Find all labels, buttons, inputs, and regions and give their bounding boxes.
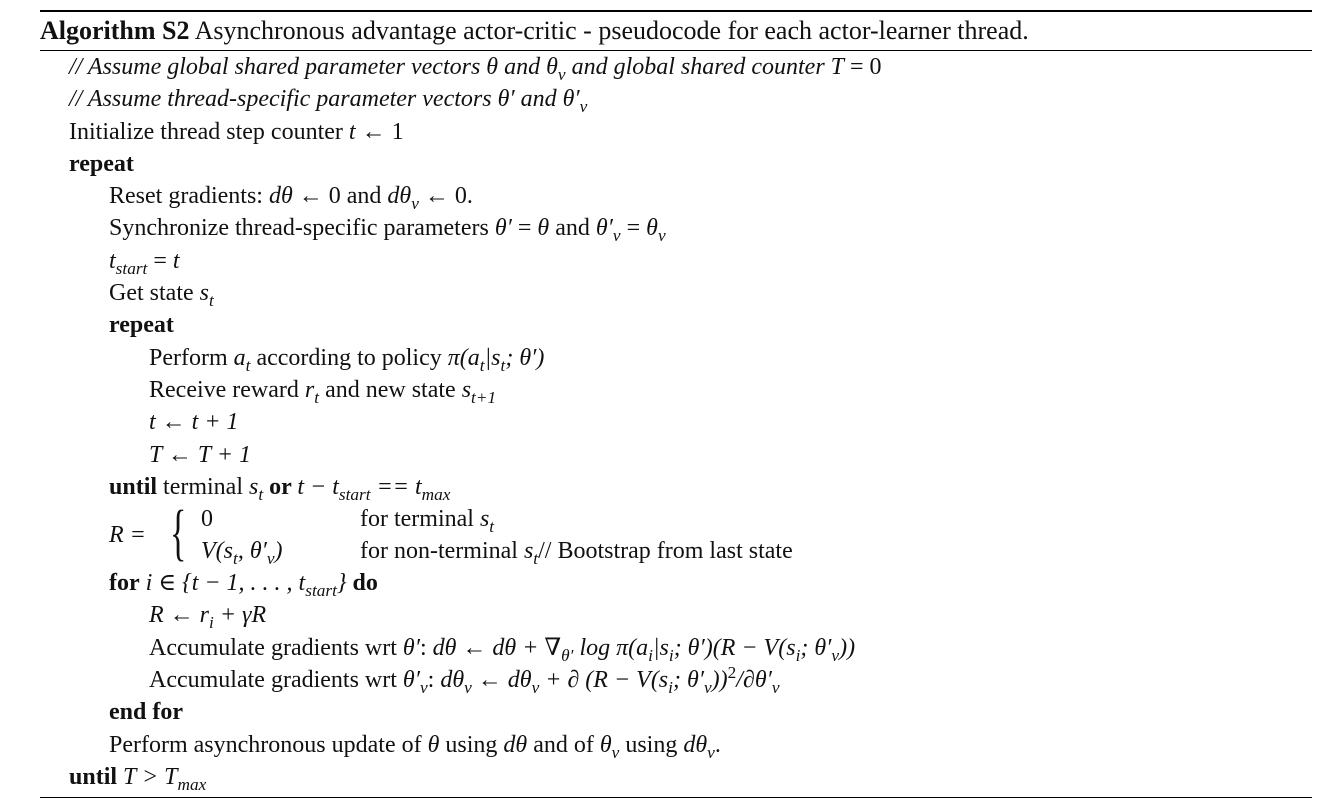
subscript: t+1 <box>471 387 497 407</box>
superscript: 2 <box>727 663 737 683</box>
cases-brace: { <box>170 499 187 568</box>
text: ← 0 and <box>292 183 388 210</box>
math: ← dθ <box>471 667 532 694</box>
subscript: v <box>464 677 472 697</box>
algorithm-caption <box>40 12 1312 50</box>
math: = <box>620 215 647 242</box>
math: = <box>511 215 538 242</box>
subscript: start <box>305 580 337 600</box>
subscript: t <box>245 355 251 375</box>
math: dθ <box>683 731 708 758</box>
text: using <box>619 731 684 758</box>
math: } <box>336 570 353 597</box>
text: using <box>439 731 504 758</box>
math: dθ <box>387 183 412 210</box>
comment-line-global <box>40 51 1312 83</box>
algorithm-title: Asynchronous advantage actor-critic - pseudocode for each actor-learner thread. <box>194 16 1029 45</box>
subscript: v <box>831 645 840 665</box>
subscript: v <box>657 226 666 246</box>
math: θ <box>646 215 658 242</box>
math: θ <box>486 54 499 80</box>
subscript: t <box>489 516 495 536</box>
until-keyword: until <box>109 473 158 500</box>
subscript: start <box>338 484 371 504</box>
text: for terminal <box>360 506 480 533</box>
subscript: v <box>557 64 566 84</box>
subscript: v <box>531 677 540 697</box>
math: ← 1 <box>355 118 404 145</box>
math: θ <box>537 215 550 242</box>
subscript: v <box>411 193 419 213</box>
subscript: v <box>771 677 780 697</box>
comment-line-thread <box>40 83 1312 115</box>
case-terminal-condition <box>360 503 494 535</box>
math: log π(a <box>573 634 649 661</box>
math: = <box>147 247 173 274</box>
math: R ← r <box>149 602 209 629</box>
math: θ′ <box>402 667 420 694</box>
subscript: t <box>208 290 214 310</box>
math: dθ ← dθ + ∇ <box>432 634 562 661</box>
text: Synchronize thread-specific parameters <box>109 215 495 242</box>
synchronize-line <box>40 212 1312 244</box>
text: and <box>514 86 563 113</box>
text: // Assume global shared parameter vectors <box>69 54 487 80</box>
text: and <box>549 215 596 242</box>
subscript: i <box>648 645 653 665</box>
subscript: θ′ <box>561 645 574 665</box>
math: V(s <box>201 538 233 565</box>
return-cases-block <box>40 499 1312 568</box>
algorithm-label: Algorithm S2 <box>40 16 190 45</box>
perform-action-line <box>40 342 1312 374</box>
increment-T-line: T ← T + 1 <box>149 441 252 468</box>
math: = 0 <box>844 54 882 80</box>
increment-t-line: t ← t + 1 <box>149 409 239 436</box>
until-inner-line <box>40 471 1312 503</box>
text: Initialize thread step counter <box>69 118 349 145</box>
repeat-outer-keyword: repeat <box>69 150 134 177</box>
text: : <box>427 667 441 694</box>
receive-reward-line <box>40 374 1312 406</box>
math: s <box>199 280 209 307</box>
subscript: t <box>500 355 506 375</box>
subscript: t <box>479 355 485 375</box>
algorithm-box <box>40 10 1312 798</box>
subscript: v <box>611 742 620 762</box>
math: s <box>461 376 472 403</box>
case-nonterminal-condition <box>360 535 793 567</box>
math: π(a <box>447 344 480 371</box>
case-terminal-value: 0 <box>201 506 213 533</box>
subscript: t <box>258 484 264 504</box>
for-keyword: for <box>109 570 140 597</box>
math: T <box>830 54 845 80</box>
subscript: v <box>419 677 428 697</box>
math: /∂θ′ <box>736 667 772 694</box>
subscript: t <box>233 548 238 568</box>
math: ; θ′ <box>672 667 704 694</box>
math: , θ′ <box>237 538 267 565</box>
math: θ <box>546 54 558 80</box>
math: ; θ′) <box>505 344 545 371</box>
math: dθ <box>503 731 528 758</box>
subscript: max <box>177 774 207 794</box>
do-keyword: do <box>352 570 378 597</box>
subscript: v <box>612 226 621 246</box>
math: θ <box>599 731 612 758</box>
subscript: v <box>704 677 712 697</box>
subscript: v <box>579 97 588 117</box>
for-loop-line <box>40 567 1312 599</box>
tstart-line <box>40 245 1312 277</box>
bootstrap-comment: // Bootstrap from last state <box>538 538 793 565</box>
get-state-line <box>40 277 1312 309</box>
math: θ′ <box>402 634 420 661</box>
math: θ′ <box>497 86 515 113</box>
math: θ <box>427 731 440 758</box>
subscript: i <box>668 677 673 697</box>
text: Get state <box>109 280 200 307</box>
reset-gradients-line <box>40 180 1312 212</box>
case-nonterminal-value <box>201 535 283 567</box>
math: s <box>523 538 534 565</box>
return-update-line <box>40 599 1312 631</box>
math: θ′ <box>562 86 580 113</box>
math: i ∈ {t − 1, . . . , t <box>139 570 306 597</box>
text: terminal <box>157 473 249 500</box>
math: t <box>109 247 116 274</box>
end-for-keyword: end for <box>109 699 183 726</box>
math: |s <box>484 344 501 371</box>
math: |s <box>652 634 669 661</box>
async-update-line <box>40 729 1312 761</box>
text: . <box>714 731 721 758</box>
text: Perform asynchronous update of <box>109 731 428 758</box>
subscript: v <box>707 742 715 762</box>
math: dθ <box>440 667 465 694</box>
text: // Assume thread-specific parameter vectors <box>69 86 498 113</box>
math: )) <box>839 634 856 661</box>
text: and global shared counter <box>565 54 831 80</box>
math: r <box>304 376 315 403</box>
text: ← 0. <box>418 183 473 210</box>
math: )) <box>711 667 728 694</box>
text: for non-terminal <box>360 538 524 565</box>
math: t <box>172 247 180 274</box>
subscript: start <box>115 258 148 278</box>
text: Accumulate gradients wrt <box>149 667 403 694</box>
until-keyword: until <box>69 763 118 790</box>
text: Perform <box>149 344 234 371</box>
subscript: i <box>209 613 214 633</box>
init-line <box>40 116 1312 148</box>
text: Accumulate gradients wrt <box>149 634 403 661</box>
until-outer-line <box>40 761 1312 793</box>
subscript: v <box>266 548 275 568</box>
subscript: i <box>668 645 674 665</box>
math: + γR <box>213 602 267 629</box>
bottom-rule <box>40 797 1312 798</box>
subscript: i <box>795 645 801 665</box>
algorithm-body <box>40 51 1312 793</box>
math: ; θ′ <box>800 634 832 661</box>
math: a <box>233 344 246 371</box>
math: θ′ <box>494 215 512 242</box>
math: s <box>479 506 490 533</box>
text: and of <box>527 731 600 758</box>
text: Reset gradients: <box>109 183 269 210</box>
or-keyword: or <box>263 473 298 500</box>
math: T > T <box>117 763 178 790</box>
math: t <box>348 118 356 145</box>
value-gradient-line <box>40 664 1312 696</box>
math: + ∂ (R − V(s <box>539 667 669 694</box>
text: and <box>498 54 547 80</box>
text: : <box>419 634 433 661</box>
policy-gradient-line <box>40 632 1312 664</box>
text: according to policy <box>250 344 448 371</box>
subscript: max <box>421 484 451 504</box>
math: s <box>249 473 259 500</box>
math: θ′ <box>595 215 613 242</box>
subscript: t <box>314 387 320 407</box>
math: == t <box>370 473 422 500</box>
return-label: R = <box>109 522 146 549</box>
subscript: t <box>533 548 539 568</box>
math: ; θ′)(R − V(s <box>673 634 796 661</box>
math: t − t <box>297 473 339 500</box>
repeat-inner-keyword: repeat <box>109 312 174 339</box>
math: ) <box>274 538 283 565</box>
text: Receive reward <box>149 376 305 403</box>
math: dθ <box>268 183 293 210</box>
text: and new state <box>319 376 462 403</box>
